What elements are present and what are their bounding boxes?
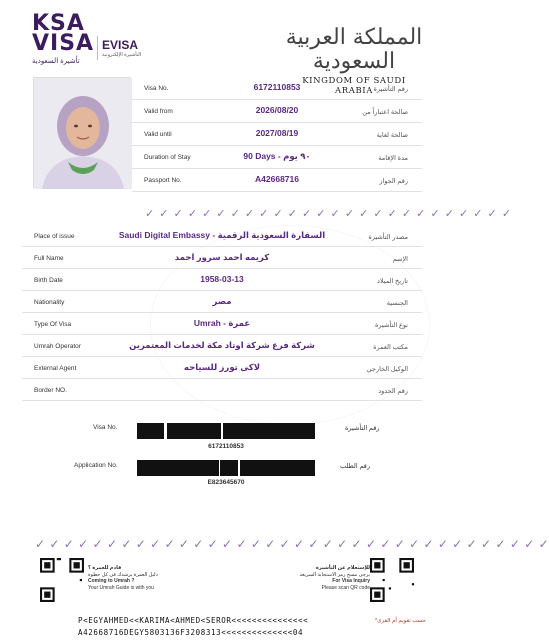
row-label-en: External Agent [34, 365, 77, 372]
row-value: شركة فرع شركة اوتاد مكة لخدمات المعتمرين [129, 340, 315, 350]
row-value: 90 Days - ٩٠ يوم [243, 151, 311, 161]
visa-inquiry-title-en: For Visa Inquiry [332, 578, 370, 584]
row-label-ar: صالحة لغاية [376, 132, 408, 139]
app-barcode-label-en: Application No. [74, 462, 118, 469]
row-value: مصر [212, 296, 232, 306]
row-value: 2027/08/19 [255, 128, 299, 138]
detail-row [22, 225, 422, 247]
row-value: 1958-03-13 [200, 274, 244, 284]
row-label-en: Duration of Stay [144, 154, 191, 161]
logo-ksa-text: KSA [32, 11, 85, 36]
row-label-en: Visa No. [144, 85, 169, 92]
visa-inquiry-title-ar: للإستعلام عن التأشيرة [315, 565, 370, 571]
row-label-ar: تاريخ الميلاد [376, 278, 408, 285]
row-label-en: Birth Date [34, 277, 63, 284]
mrz-line-2: A42668716DEGY5803136F3208313<<<<<<<<<<<<<<04 [78, 628, 304, 637]
row-label-ar: الإسم [392, 256, 408, 263]
umrah-guide-title-ar: قادم للعمرة ؟ [88, 565, 122, 571]
row-value: كريمه احمد سرور احمد [174, 252, 270, 262]
row-label-ar: نوع التأشيرة [375, 322, 408, 329]
decorative-check-strip: ✓ ✓ ✓ ✓ ✓ ✓ ✓ ✓ ✓ ✓ ✓ ✓ ✓ ✓ ✓ ✓ ✓ ✓ ✓ ✓ ✓ ✓ ✓ ✓ ✓ ✓ [145, 208, 513, 220]
visa-barcode-label-ar: رقم التأشيرة [345, 425, 380, 432]
application-number-barcode [137, 460, 315, 476]
row-label-en: Place of issue [34, 233, 75, 240]
row-label-ar: رقم الحدود [378, 388, 408, 395]
row-label-ar: مصدر التأشيرة [368, 234, 408, 241]
row-label-ar: رقم التأشيرة [373, 86, 408, 93]
visa-inquiry-text [290, 565, 370, 591]
umrah-guide-sub-en: Your Umrah Guide is with you [88, 584, 154, 591]
mrz-line-1: P<EGYAHMED<<KARIMA<AHMED<SEROR<<<<<<<<<<<<<<< [78, 616, 309, 625]
row-value: لاكى تورز للسياحه [183, 362, 261, 372]
umrah-guide-title-en: Coming to Umrah ? [88, 578, 135, 584]
passport-photo [33, 77, 131, 188]
detail-row [22, 357, 422, 379]
detail-row [22, 269, 422, 291]
summary-row [132, 146, 422, 169]
logo-arabic-text: تأشيرة السعودية [32, 58, 80, 65]
detail-row [22, 335, 422, 357]
row-label-en: Type Of Visa [34, 321, 72, 328]
logo-divider [97, 36, 98, 60]
row-value: A42668716 [255, 174, 299, 184]
evisa-logo: EVISA [102, 38, 139, 52]
app-barcode-label-ar: رقم الطلب [340, 463, 371, 470]
summary-row [132, 77, 422, 100]
row-value: 2026/08/20 [255, 105, 299, 115]
detail-row [22, 291, 422, 313]
row-label-en: Valid from [144, 108, 173, 115]
umrah-guide-text [88, 565, 168, 591]
row-label-ar: الجنسية [386, 300, 408, 307]
row-value: Saudi Digital Embassy - السفارة السعودية الرقمية [118, 230, 326, 240]
ksa-visa-logo [32, 11, 152, 70]
umrah-guide-sub-ar: دليل العمرة يرشدك في كل خطوة [88, 571, 158, 578]
app-barcode-number: E823645670 [207, 479, 245, 486]
visa-barcode-label-en: Visa No. [93, 424, 118, 431]
row-label-en: Valid until [144, 131, 172, 138]
row-label-ar: صالحة اعتباراً من [362, 109, 408, 116]
row-label-ar: رقم الجواز [379, 178, 408, 185]
detail-row [22, 313, 422, 335]
row-label-en: Umrah Operator [34, 343, 81, 350]
row-label-en: Passport No. [144, 177, 182, 184]
visa-inquiry-sub-ar: يرجى مسح رمز الاستجابة السريعة [299, 571, 370, 578]
visa-barcode-number: 6172110853 [208, 443, 244, 450]
hijri-calendar-note: *حسب تقويم أم القرى [374, 618, 426, 624]
row-value: 6172110853 [253, 82, 301, 92]
row-label-en: Nationality [34, 299, 65, 306]
kingdom-title: KINGDOM OF SAUDI ARABIA [302, 76, 406, 96]
row-label-en: Full Name [34, 255, 64, 262]
umrah-guide-qr-code[interactable] [40, 558, 84, 602]
row-label-ar: مدة الإقامة [378, 155, 408, 162]
visa-inquiry-sub-en: Please scan QR code [321, 584, 370, 591]
summary-row [132, 100, 422, 123]
detail-row [22, 379, 422, 401]
decorative-check-strip-bottom: ✓ ✓ ✓ ✓ ✓ ✓ ✓ ✓ ✓ ✓ ✓ ✓ ✓ ✓ ✓ ✓ ✓ ✓ ✓ ✓ ✓ ✓ ✓ ✓ ✓ ✓ ✓ ✓ ✓ ✓ ✓ ✓ ✓ ✓ ✓ ✓ [35, 537, 549, 551]
summary-row [132, 123, 422, 146]
row-label-ar: مكتب العمرة [373, 344, 408, 351]
visa-inquiry-qr-code[interactable] [370, 558, 414, 602]
detail-row [22, 247, 422, 269]
visa-number-barcode [137, 423, 315, 439]
evisa-arabic: التأشيرة الإلكترونية [102, 52, 142, 58]
summary-row [132, 169, 422, 192]
kingdom-arabic-calligraphy: المملكة العربية السعودية [285, 25, 423, 74]
person-portrait-icon [34, 78, 132, 189]
row-label-en: Border NO. [34, 387, 67, 394]
row-label-ar: الوكيل الخارجي [366, 366, 408, 373]
logo-visa-text: VISA [32, 31, 95, 56]
row-value: Umrah - عمرة [193, 318, 251, 328]
